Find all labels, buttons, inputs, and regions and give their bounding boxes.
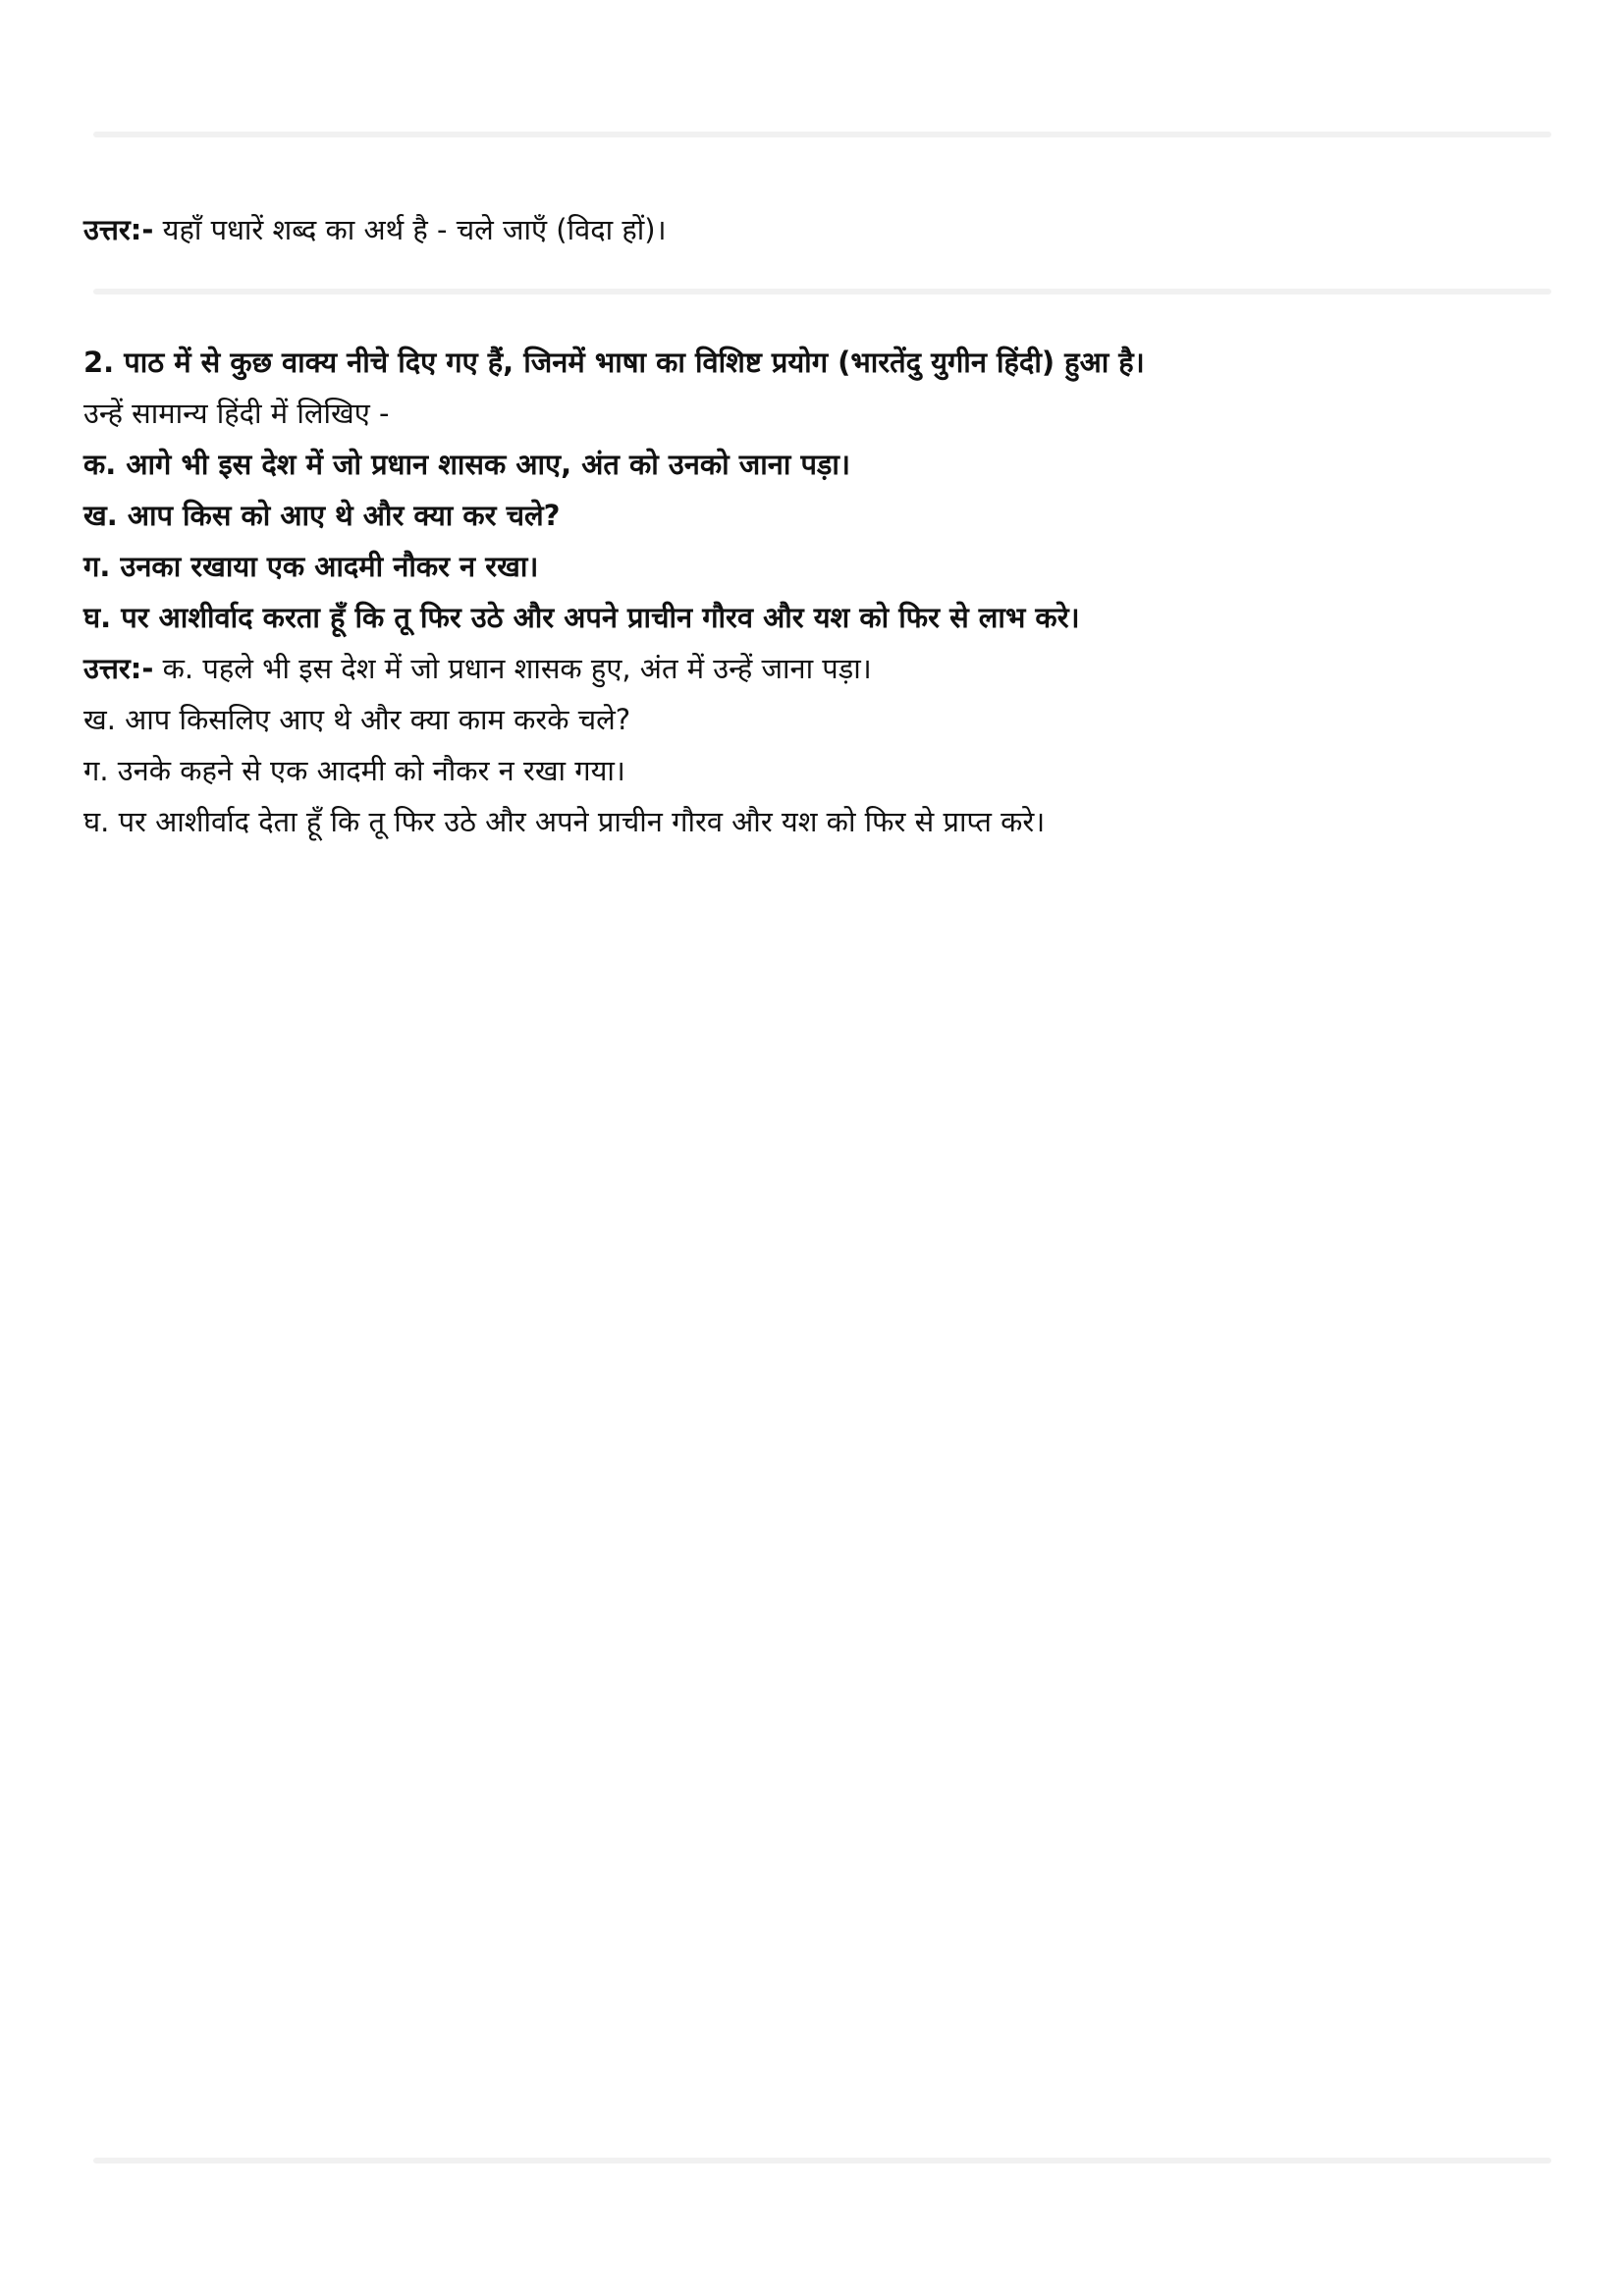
question-2-item-kha: ख. आप किस को आए थे और क्या कर चले? <box>83 499 561 532</box>
question-2-instruction: उन्हें सामान्य हिंदी में लिखिए - <box>83 397 390 430</box>
answer-2-line-ka <box>83 643 1537 694</box>
question-2-item-ka: क. आगे भी इस देश में जो प्रधान शासक आए, अंत को उनको जाना पड़ा। <box>83 448 850 481</box>
answer-1 <box>83 211 1537 248</box>
answer-2-line-kha: ख. आप किसलिए आए थे और क्या काम करके चले? <box>83 703 631 736</box>
top-divider <box>93 132 1551 137</box>
answer-1-line <box>83 211 1537 248</box>
answer-text: यहाँ पधारें शब्द का अर्थ है - चले जाएँ (विदा हों)। <box>153 213 667 246</box>
answer-label: उत्तर:- <box>83 652 154 685</box>
bottom-divider <box>93 2158 1551 2163</box>
answer-2-line-ga: ग. उनके कहने से एक आदमी को नौकर न रखा गया। <box>83 754 625 787</box>
question-2-item-ga: ग. उनका रखाया एक आदमी नौकर न रखा। <box>83 550 539 583</box>
answer-text: क. पहले भी इस देश में जो प्रधान शासक हुए, अंत में उन्हें जाना पड़ा। <box>153 652 872 685</box>
answer-2-line-gha: घ. पर आशीर्वाद देता हूँ कि तू फिर उठे और अपने प्राचीन गौरव और यश को फिर से प्राप्त करे। <box>83 805 1046 838</box>
question-2-item-gha: घ. पर आशीर्वाद करता हूँ कि तू फिर उठे और अपने प्राचीन गौरव और यश को फिर से लाभ करे। <box>83 601 1080 634</box>
answer-label: उत्तर:- <box>83 213 154 246</box>
question-2-block <box>83 337 1537 847</box>
section-divider <box>93 289 1551 294</box>
question-2-text: 2. पाठ में से कुछ वाक्य नीचे दिए गए हैं, जिनमें भाषा का विशिष्ट प्रयोग (भारतेंदु युगीन हिंदी) हुआ है। <box>83 346 1145 379</box>
